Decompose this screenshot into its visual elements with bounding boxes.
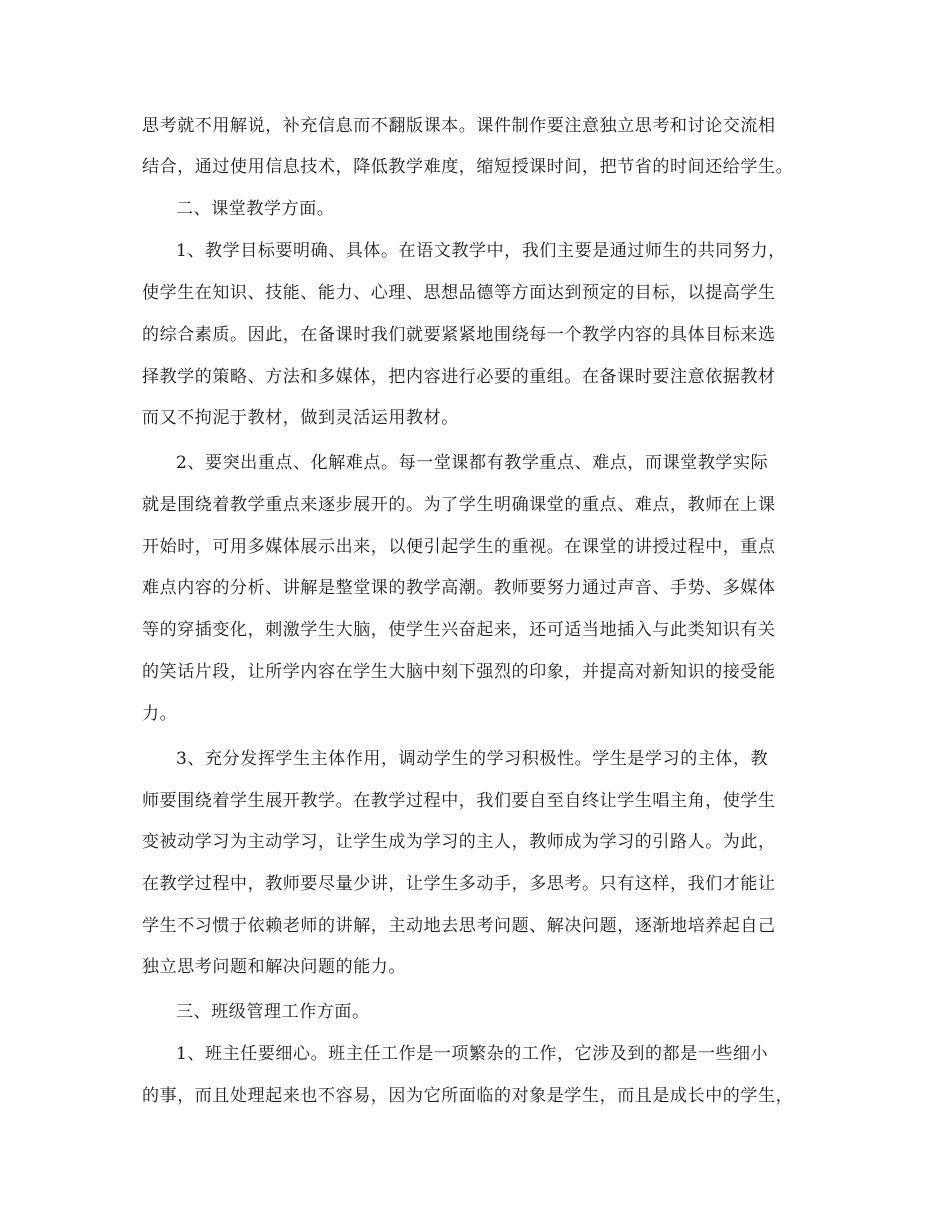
paragraph-line: 难点内容的分析、讲解是整堂课的教学高潮。教师要努力通过声音、手势、多媒体 — [142, 578, 776, 598]
paragraph-line: 师要围绕着学生展开教学。在教学过程中，我们要自至自终让学生唱主角，使学生 — [142, 791, 776, 811]
paragraph-line: 的综合素质。因此，在备课时我们就要紧紧地围绕每一个教学内容的具体目标来选 — [142, 325, 776, 345]
paragraph-line: 力。 — [142, 704, 178, 724]
paragraph-line: 等的穿插变化，刺激学生大脑，使学生兴奋起来，还可适当地插入与此类知识有关 — [142, 620, 776, 640]
paragraph-line: 的笑话片段，让所学内容在学生大脑中刻下强烈的印象，并提高对新知识的接受能 — [142, 662, 776, 682]
paragraph-line: 开始时，可用多媒体展示出来，以便引起学生的重视。在课堂的讲授过程中，重点 — [142, 537, 776, 557]
paragraph-line: 在教学过程中，教师要尽量少讲，让学生多动手，多思考。只有这样，我们才能让 — [142, 874, 776, 894]
paragraph-line: 1、班主任要细心。班主任工作是一项繁杂的工作，它涉及到的都是一些细小 — [176, 1044, 769, 1064]
paragraph-line: 就是围绕着教学重点来逐步展开的。为了学生明确课堂的重点、难点，教师在上课 — [142, 495, 776, 515]
paragraph-line: 的事，而且处理起来也不容易，因为它所面临的对象是学生，而且是成长中的学生， — [142, 1086, 794, 1106]
section-heading: 三、班级管理工作方面。 — [176, 1002, 370, 1022]
section-heading: 二、课堂教学方面。 — [176, 199, 335, 219]
paragraph-line: 结合，通过使用信息技术，降低教学难度，缩短授课时间，把节省的时间还给学生。 — [142, 157, 794, 177]
paragraph-line: 3、充分发挥学生主体作用，调动学生的学习积极性。学生是学习的主体，教 — [176, 749, 769, 769]
paragraph-line: 变被动学习为主动学习，让学生成为学习的主人，教师成为学习的引路人。为此， — [142, 832, 776, 852]
paragraph-line: 学生不习惯于依赖老师的讲解，主动地去思考问题、解决问题，逐渐地培养起自己 — [142, 916, 776, 936]
paragraph-line: 择教学的策略、方法和多媒体，把内容进行必要的重组。在备课时要注意依据教材 — [142, 367, 776, 387]
paragraph-line: 思考就不用解说，补充信息而不翻版课本。课件制作要注意独立思考和讨论交流相 — [142, 116, 776, 136]
paragraph-line: 而又不拘泥于教材，做到灵活运用教材。 — [142, 408, 459, 428]
paragraph-line: 2、要突出重点、化解难点。每一堂课都有教学重点、难点，而课堂教学实际 — [176, 453, 769, 473]
paragraph-line: 独立思考问题和解决问题的能力。 — [142, 957, 406, 977]
paragraph-line: 1、教学目标要明确、具体。在语文教学中，我们主要是通过师生的共同努力， — [176, 241, 786, 261]
paragraph-line: 使学生在知识、技能、能力、心理、思想品德等方面达到预定的目标，以提高学生 — [142, 283, 776, 303]
